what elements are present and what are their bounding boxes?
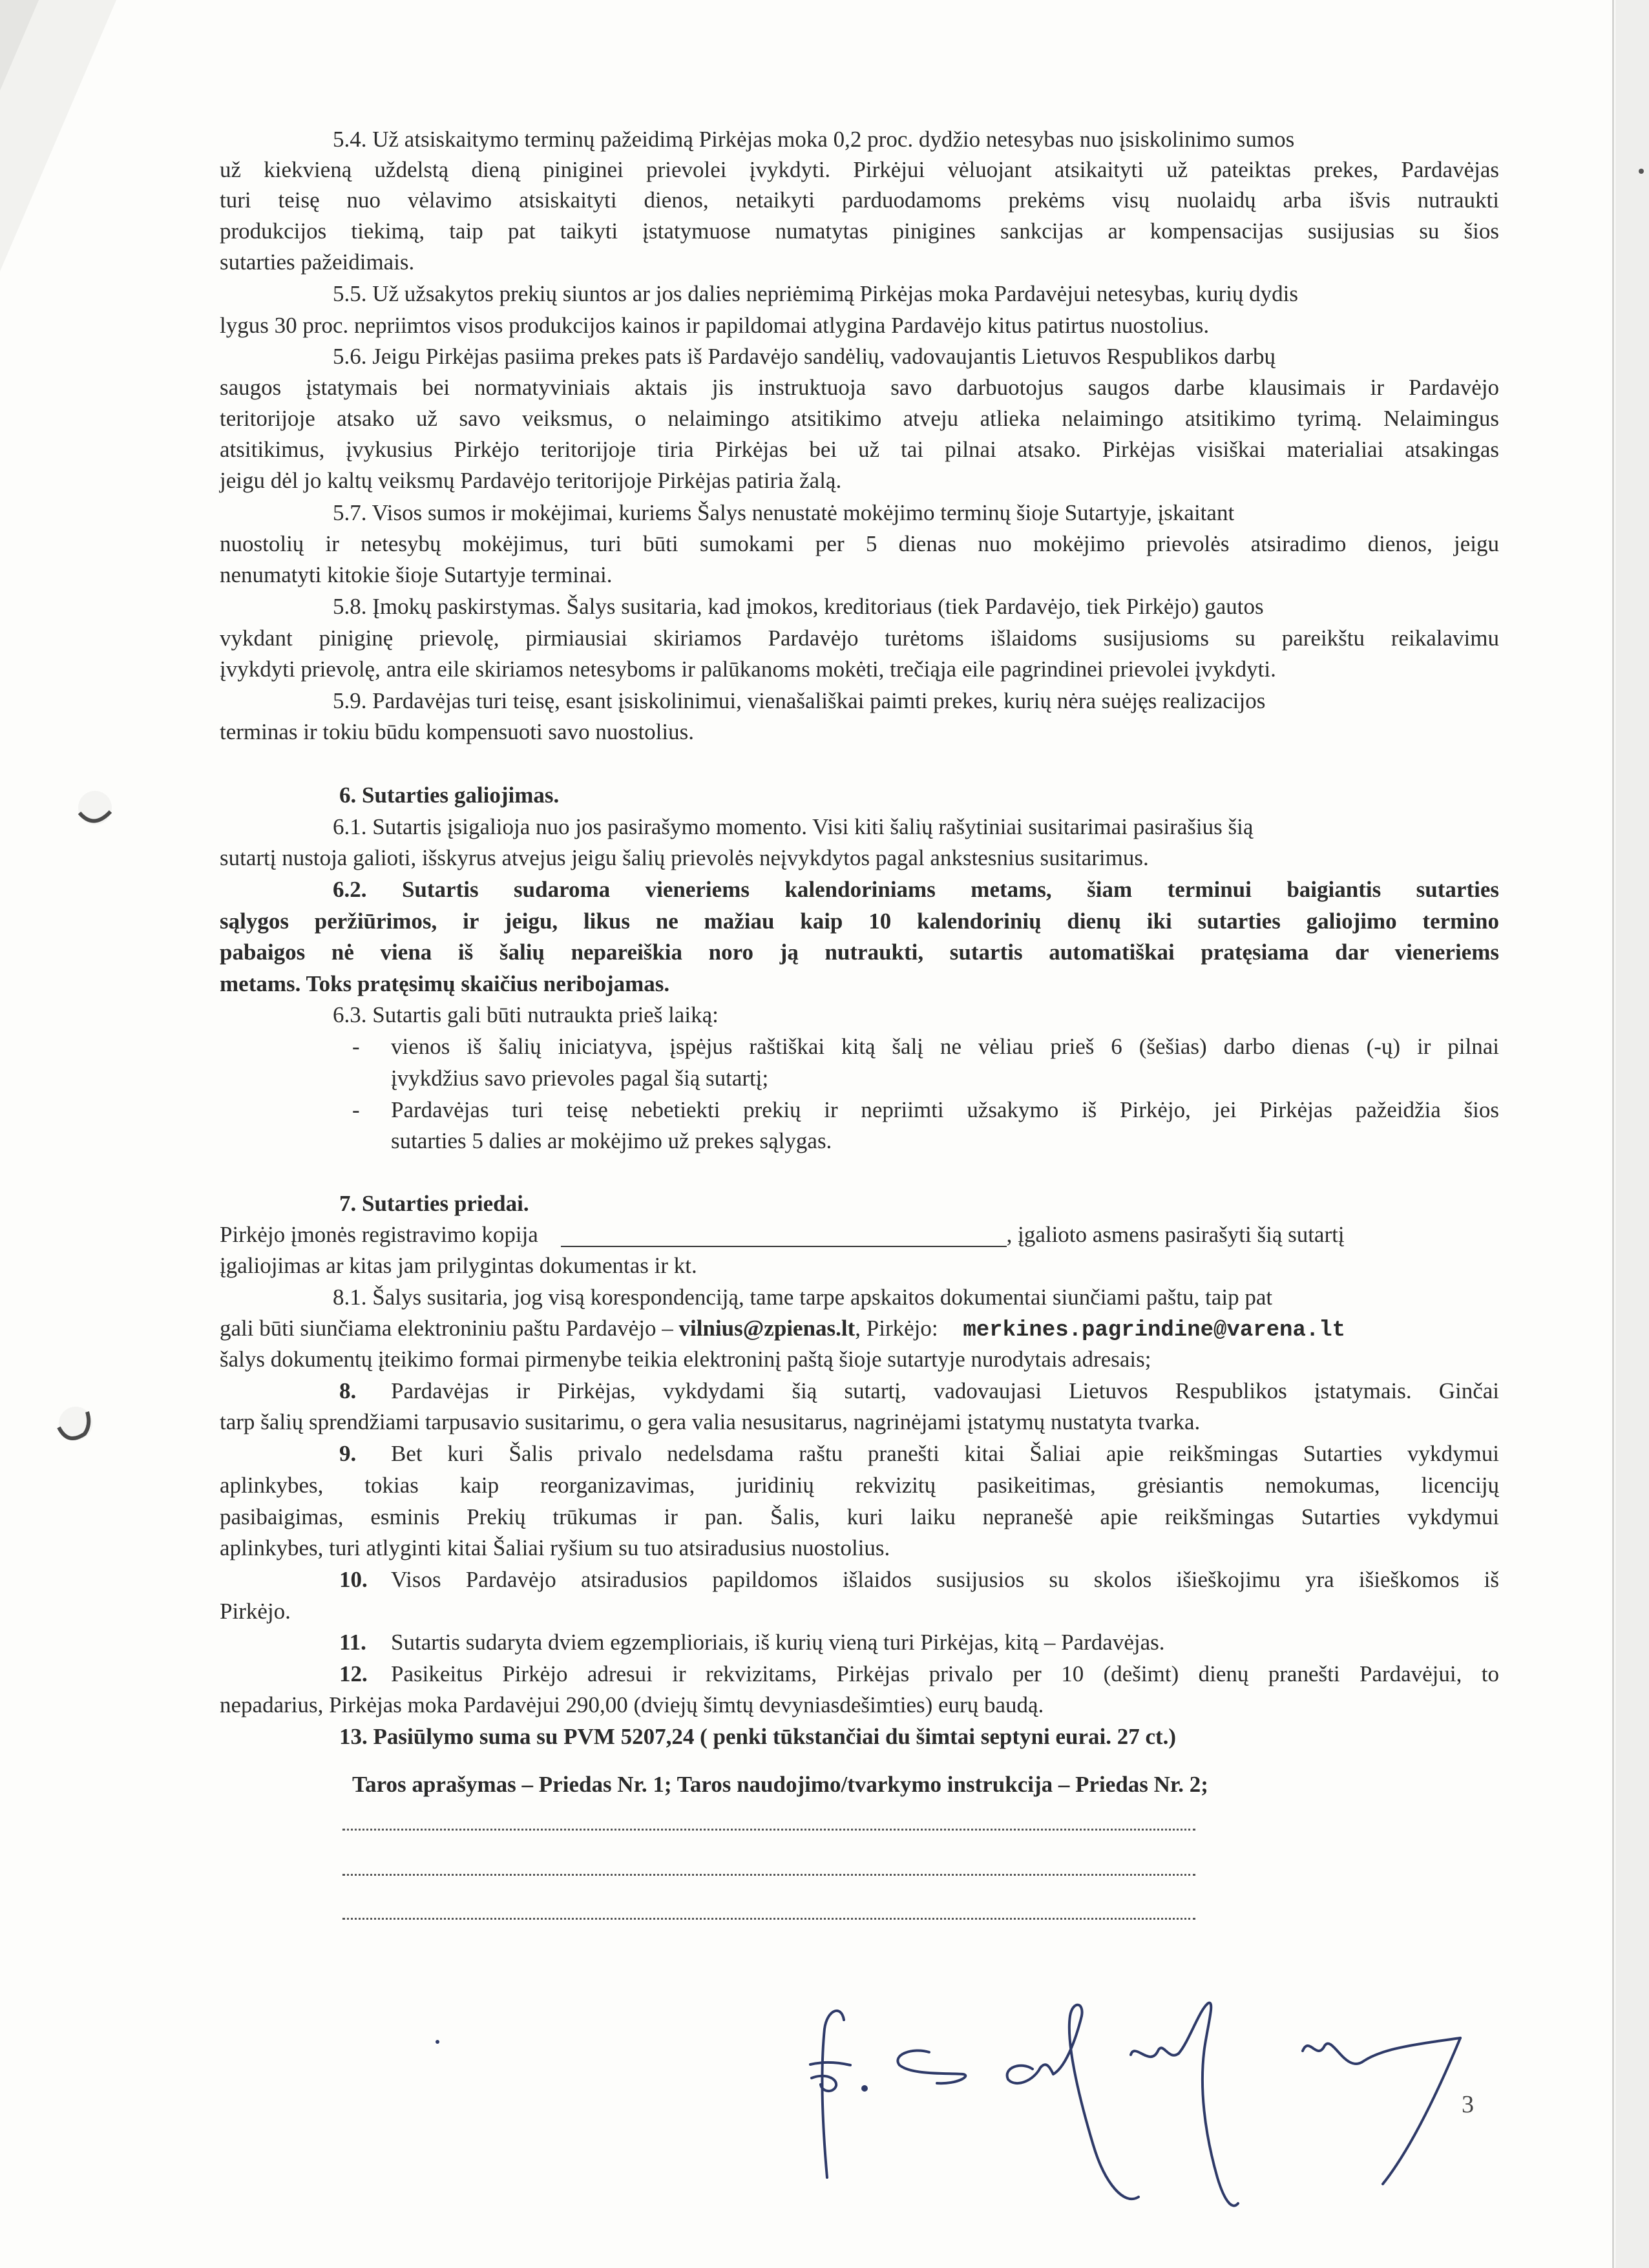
- para-5-8-line: vykdant piniginę prievolę, pirmiausiai skiriamos Pardavėjo turėtoms išlaidoms susijusioms su pareikštu reikalavimu: [220, 625, 1499, 651]
- para-12-number: 12.: [339, 1661, 368, 1686]
- dotted-blank-line: [342, 1874, 1195, 1876]
- para-6-2-line: pabaigos nė viena iš šalių nepareiškia noro ją nutraukti, sutartis automatiškai pratęsiama dar vieneriems: [220, 940, 1499, 965]
- para-5-7-line: nuostolių ir netesybų mokėjimus, turi būti sumokami per 5 dienas nuo mokėjimo prievolės atsiradimo dienos, jeigu: [220, 531, 1499, 556]
- para-5-6-line: saugos įstatymais bei normatyviniais aktais jis instruktuoja savo darbuotojus saugos darbe klausimais ir Pardavėjo: [220, 375, 1499, 400]
- para-7-text: , įgalioto asmens pasirašyti šią sutartį: [1006, 1222, 1345, 1247]
- para-10-number: 10.: [339, 1567, 368, 1592]
- para-8-1-line: [220, 1317, 1345, 1341]
- para-5-6-line: teritorijoje atsako už savo veiksmus, o nelaimingo atsitikimo atveju atlieka nelaimingo atsitikimo tyrimą. Nelaimingus: [220, 406, 1499, 431]
- para-7-text: Pirkėjo įmonės registravimo kopija: [220, 1222, 538, 1247]
- para-5-7-line: 5.7. Visos sumos ir mokėjimai, kuriems Šalys nenustatė mokėjimo terminų šioje Sutartyje, įskaitant: [333, 500, 1235, 525]
- para-6-3-bullet-line: sutarties 5 dalies ar mokėjimo už prekes sąlygas.: [391, 1128, 832, 1153]
- section-7-heading: 7. Sutarties priedai.: [339, 1191, 529, 1216]
- para-5-9-line: 5.9. Pardavėjas turi teisę, esant įsiskolinimui, vienašališkai paimti prekes, kurių nėra suėjęs realizacijos: [333, 688, 1266, 713]
- para-5-4-line: už kiekvieną uždelstą dieną piniginei prievolei įvykdyti. Pirkėjui vėluojant atsikaityti už pateiktas prekes, Pardavėjas: [220, 157, 1499, 182]
- para-6-3-bullet-line: Pardavėjas turi teisę nebetiekti prekių ir nepriimti užsakymo iš Pirkėjo, jei Pirkėjas pažeidžia šios: [391, 1097, 1499, 1122]
- page-number: 3: [1462, 2091, 1474, 2118]
- para-8-1-line: šalys dokumentų įteikimo formai pirmenybe teikia elektroninį paštą šioje sutartyje nurodytais adresais;: [220, 1347, 1151, 1372]
- para-5-8-line: įvykdyti prievolę, antra eile skiriamos netesyboms ir palūkanoms mokėti, trečiąja eile pagrindinei prievolei įvykdyti.: [220, 656, 1276, 682]
- buyer-email: merkines.pagrindine@varena.lt: [963, 1318, 1346, 1343]
- para-9-line: aplinkybes, turi atlyginti kitai Šaliai ryšium su tuo atsiradusius nuostolius.: [220, 1535, 890, 1560]
- dotted-blank-line: [342, 1918, 1195, 1920]
- handwritten-signature: [762, 1964, 1577, 2223]
- para-10-line: Visos Pardavėjo atsiradusios papildomos išlaidos susijusios su skolos išieškojimu yra išieškomos iš: [391, 1567, 1499, 1592]
- para-5-5-line: lygus 30 proc. nepriimtos visos produkcijos kainos ir papildomai atlygina Pardavėjo kitus patirtus nuostolius.: [220, 313, 1210, 338]
- para-9-line: Bet kuri Šalis privalo nedelsdama raštu pranešti kitai Šaliai apie reikšmingas Sutarties vykdymui: [391, 1441, 1499, 1466]
- punch-hole-mark: [68, 782, 120, 834]
- para-10-line: Pirkėjo.: [220, 1599, 291, 1624]
- para-12-line: nepadarius, Pirkėjas moka Pardavėjui 290,00 (dviejų šimtų devyniasdešimties) eurų baudą.: [220, 1692, 1044, 1717]
- para-8-line: Pardavėjas ir Pirkėjas, vykdydami šią sutartį, vadovaujasi Lietuvos Respublikos įstatymais. Ginčai: [391, 1378, 1499, 1403]
- para-7-line: [220, 1223, 1345, 1247]
- para-12-line: Pasikeitus Pirkėjo adresui ir rekvizitams, Pirkėjas privalo per 10 (dešimt) dienų pranešti Pardavėjui, to: [391, 1661, 1499, 1686]
- para-6-1-line: 6.1. Sutartis įsigalioja nuo jos pasirašymo momento. Visi kiti šalių rašytiniai susitarimai pasirašius šią: [333, 814, 1254, 839]
- para-6-1-line: sutartį nustoja galioti, išskyrus atvejus jeigu šalių prievolės neįvykdytos pagal ankstesnius susitarimus.: [220, 845, 1149, 870]
- para-5-8-line: 5.8. Įmokų paskirstymas. Šalys susitaria, kad įmokos, kreditoriaus (tiek Pardavėjo, tiek Pirkėjo) gautos: [333, 594, 1264, 619]
- para-5-5-line: 5.5. Už užsakytos prekių siuntos ar jos dalies nepriėmimą Pirkėjas moka Pardavėjui netesybas, kurių dydis: [333, 281, 1299, 306]
- para-11-number: 11.: [339, 1630, 366, 1655]
- seller-email: vilnius@zpienas.lt: [678, 1316, 856, 1341]
- para-5-4-line: turi teisę nuo vėlavimo atsiskaityti dienos, netaikyti parduodamoms prekėms visų nuolaidų arba išvis nutraukti: [220, 187, 1499, 213]
- para-5-6-line: 5.6. Jeigu Pirkėjas pasiima prekes pats iš Pardavėjo sandėlių, vadovaujantis Lietuvos Respublikos darbų: [333, 344, 1276, 369]
- para-8-number: 8.: [339, 1378, 357, 1403]
- para-6-2-line: metams. Toks pratęsimų skaičius neribojamas.: [220, 971, 670, 996]
- para-13-offer-sum: 13. Pasiūlymo suma su PVM 5207,24 ( penki tūkstančiai du šimtai septyni eurai. 27 ct.): [339, 1724, 1177, 1749]
- para-8-1-text: gali būti siunčiama elektroniniu paštu Pardavėjo –: [220, 1316, 673, 1341]
- para-5-4-line: 5.4. Už atsiskaitymo terminų pažeidimą Pirkėjas moka 0,2 proc. dydžio netesybas nuo įsiskolinimo sumos: [333, 127, 1295, 152]
- para-7-line: įgaliojimas ar kitas jam prilygintas dokumentas ir kt.: [220, 1253, 697, 1278]
- para-6-2-line: sąlygos peržiūrimos, ir jeigu, likus ne mažiau kaip 10 kalendorinių dienų iki sutarties galiojimo termino: [220, 908, 1499, 934]
- ink-dot: [434, 2039, 441, 2045]
- bullet-dash: -: [352, 1097, 360, 1122]
- para-5-4-line: sutarties pažeidimais.: [220, 249, 415, 275]
- para-8-1-text: , Pirkėjo:: [855, 1316, 938, 1341]
- para-9-line: pasibaigimas, esminis Prekių trūkumas ir pan. Šalis, kuri laiku nepranešė apie reikšmingas Sutarties vykdymui: [220, 1504, 1499, 1529]
- para-5-6-line: jeigu dėl jo kaltų veiksmų Pardavėjo teritorijoje Pirkėjas patiria žalą.: [220, 468, 842, 493]
- para-9-number: 9.: [339, 1441, 357, 1466]
- para-6-3-bullet-line: vienos iš šalių iniciatyva, įspėjus raštiškai kitą šalį ne vėliau prieš 6 (šešias) darbo dienas (-ų) ir pilnai: [391, 1034, 1499, 1059]
- para-5-9-line: terminas ir tokiu būdu kompensuoti savo nuostolius.: [220, 719, 694, 744]
- para-6-3-line: 6.3. Sutartis gali būti nutraukta prieš laiką:: [333, 1002, 719, 1027]
- para-5-4-line: produkcijos tiekimą, taip pat taikyti įstatymuose numatytas pinigines sankcijas ar kompensacijas susijusias su šios: [220, 218, 1499, 244]
- para-6-2-line: 6.2. Sutartis sudaroma vieneriems kalendoriniams metams, šiam terminui baigiantis sutarties: [333, 877, 1499, 902]
- bullet-dash: -: [352, 1034, 360, 1059]
- dotted-blank-line: [342, 1829, 1195, 1831]
- para-8-line: tarp šalių sprendžiami tarpusavio susitarimu, o gera valia nesusitarus, nagrinėjami įstatymų nustatyta tvarka.: [220, 1409, 1201, 1434]
- taros-annex-line: Taros aprašymas – Priedas Nr. 1; Taros naudojimo/tvarkymo instrukcija – Priedas Nr. 2;: [352, 1772, 1208, 1797]
- para-9-line: aplinkybes, tokias kaip reorganizavimas, juridinių rekvizitų pasikeitimas, grėsiantis nemokumas, licencijų: [220, 1473, 1499, 1498]
- section-6-heading: 6. Sutarties galiojimas.: [339, 782, 560, 808]
- para-5-7-line: nenumatyti kitokie šioje Sutartyje terminai.: [220, 562, 613, 587]
- para-11-line: Sutartis sudaryta dviem egzemplioriais, iš kurių vieną turi Pirkėjas, kitą – Pardavėjas.: [391, 1630, 1165, 1655]
- para-8-1-line: 8.1. Šalys susitaria, jog visą korespondenciją, tame tarpe apskaitos dokumentai siunčiami paštu, taip pat: [333, 1285, 1273, 1310]
- para-6-3-bullet-line: įvykdžius savo prievoles pagal šią sutartį;: [391, 1066, 769, 1091]
- blank-fill-line: [561, 1223, 1007, 1247]
- para-5-6-line: atsitikimus, įvykusius Pirkėjo teritorijoje tiria Pirkėjas bei už tai pilnai atsako. Pirkėjas visiškai materialiai atsakingas: [220, 437, 1499, 462]
- punch-hole-mark: [48, 1399, 100, 1451]
